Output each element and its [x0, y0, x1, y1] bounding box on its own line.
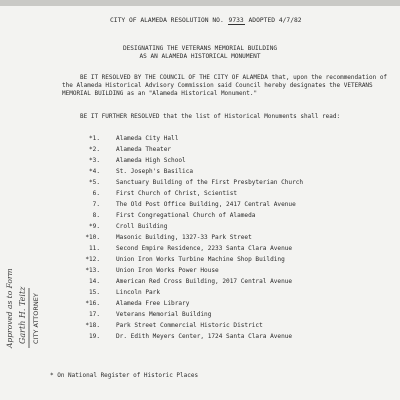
monument-item: [70, 233, 303, 244]
monument-number: *1.: [88, 135, 100, 143]
resolution-paragraph-2: BE IT FURTHER RESOLVED that the list of Historical Monuments shall read:: [80, 113, 341, 120]
monument-number: *4.: [88, 168, 100, 176]
monument-name: Union Iron Works Turbine Machine Shop Building: [116, 256, 285, 264]
monument-number: *10.: [85, 234, 100, 242]
monument-item: [70, 299, 303, 310]
approval-stamp: [2, 250, 52, 350]
monument-name: Alameda Free Library: [116, 300, 190, 308]
monument-list: [70, 134, 303, 343]
monument-number: *13.: [85, 267, 100, 275]
monument-number: 19.: [88, 333, 100, 341]
resolution-paragraph-1: BE IT RESOLVED BY THE COUNCIL OF THE CITY OF ALAMEDA that, upon the recommendation of the Alameda Historical Advisory Commission said Council hereby designates the VETERANS MEMORIAL BUILDING as an "Alameda Historical Monument.": [62, 74, 388, 97]
monument-item: [70, 145, 303, 156]
monument-item: [70, 332, 303, 343]
monument-item: [70, 167, 303, 178]
monument-name: Masonic Building, 1327-33 Park Street: [116, 234, 252, 242]
monument-item: [70, 189, 303, 200]
monument-number: 7.: [92, 201, 100, 209]
monument-name: Veterans Memorial Building: [116, 311, 212, 319]
monument-number: 17.: [88, 311, 100, 319]
monument-number: *5.: [88, 179, 100, 187]
title-line-2: AS AN ALAMEDA HISTORICAL MONUMENT: [139, 53, 261, 60]
document-title: [0, 45, 400, 61]
monument-number: *2.: [88, 146, 100, 154]
footnote: * On National Register of Historic Places: [50, 372, 199, 379]
stamp-graphic: [2, 250, 52, 350]
monument-item: [70, 288, 303, 299]
monument-number: 11.: [88, 245, 100, 253]
stamp-signature: Garth H. Teitz: [18, 286, 27, 344]
monument-name: Alameda City Hall: [116, 135, 179, 143]
monument-item: [70, 321, 303, 332]
monument-number: *18.: [85, 322, 100, 330]
monument-number: *3.: [88, 157, 100, 165]
monument-item: [70, 266, 303, 277]
monument-number: 15.: [88, 289, 100, 297]
monument-item: [70, 222, 303, 233]
monument-name: Croll Building: [116, 223, 168, 231]
monument-name: Sanctuary Building of the First Presbyterian Church: [116, 179, 304, 187]
monument-name: Union Iron Works Power House: [116, 267, 219, 275]
monument-number: 14.: [88, 278, 100, 286]
resolution-number: 9733: [228, 17, 244, 24]
monument-name: Park Street Commercial Historic District: [116, 322, 263, 330]
monument-name: First Church of Christ, Scientist: [116, 190, 238, 198]
resolution-prefix: CITY OF ALAMEDA RESOLUTION NO.: [110, 17, 224, 24]
monument-item: [70, 310, 303, 321]
title-line-1: DESIGNATING THE VETERANS MEMORIAL BUILDING: [122, 45, 278, 52]
monument-number: *12.: [85, 256, 100, 264]
monument-number: *16.: [85, 300, 100, 308]
monument-item: [70, 178, 303, 189]
monument-item: [70, 255, 303, 266]
monument-item: [70, 200, 303, 211]
monument-name: American Red Cross Building, 2017 Central Avenue: [116, 278, 293, 286]
monument-number: 8.: [92, 212, 100, 220]
monument-item: [70, 156, 303, 167]
monument-name: Second Empire Residence, 2233 Santa Clara Avenue: [116, 245, 293, 253]
monument-number: *9.: [88, 223, 100, 231]
monument-name: Lincoln Park: [116, 289, 161, 297]
monument-name: Dr. Edith Meyers Center, 1724 Santa Clara Avenue: [116, 333, 293, 341]
monument-item: [70, 211, 303, 222]
monument-name: St. Joseph's Basilica: [116, 168, 194, 176]
monument-name: The Old Post Office Building, 2417 Central Avenue: [116, 201, 296, 209]
monument-item: [70, 134, 303, 145]
monument-name: First Congregational Church of Alameda: [116, 212, 256, 220]
adopted-date: ADOPTED 4/7/82: [248, 17, 302, 24]
monument-item: [70, 244, 303, 255]
monument-name: Alameda High School: [116, 157, 186, 165]
stamp-office: CITY ATTORNEY: [32, 293, 40, 344]
monument-number: 6.: [92, 190, 100, 198]
monument-name: Alameda Theater: [116, 146, 172, 154]
monument-item: [70, 277, 303, 288]
scan-edge: [0, 0, 400, 6]
resolution-header: [110, 18, 302, 25]
stamp-approved-text: Approved as to Form: [5, 268, 14, 348]
